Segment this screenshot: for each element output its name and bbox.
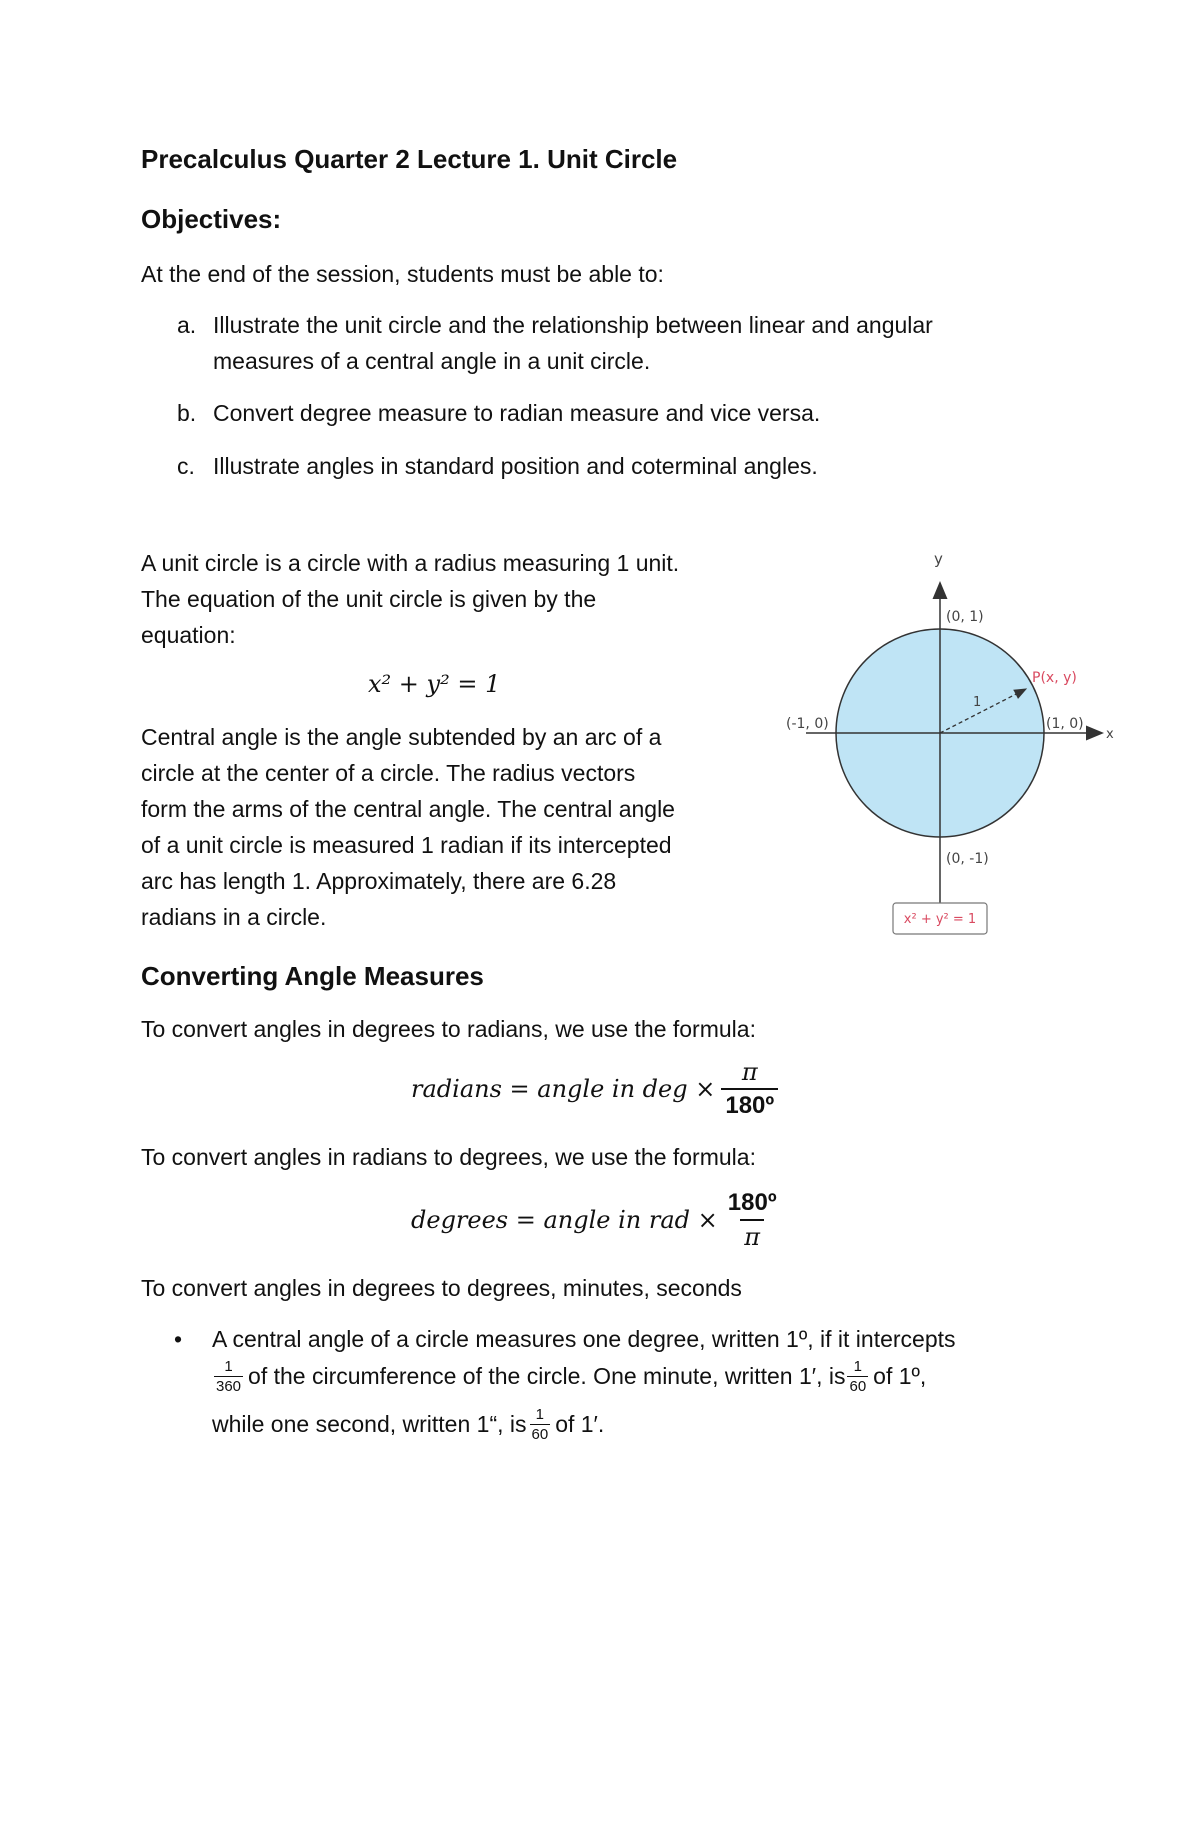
bullet-line2 — [212, 1359, 926, 1395]
central-angle-line: Central angle is the angle subtended by an arc of a — [141, 724, 662, 750]
rad-to-deg-intro: To convert angles in radians to degrees, we use the formula: — [141, 1144, 756, 1170]
objective-a-line2: measures of a central angle in a unit circle. — [213, 348, 651, 374]
formula1-denominator: 180º — [721, 1088, 778, 1119]
dms-intro: To convert angles in degrees to degrees, minutes, seconds — [141, 1275, 742, 1301]
fraction-1-60-a — [847, 1359, 868, 1395]
fraction-denominator: 60 — [531, 1425, 549, 1443]
bullet-marker: • — [174, 1326, 183, 1352]
fraction-denominator: 60 — [849, 1377, 867, 1395]
radius-label: 1 — [973, 695, 982, 710]
page-title: Precalculus Quarter 2 Lecture 1. Unit Circle — [141, 144, 678, 174]
point-p-label: P(x, y) — [1032, 670, 1077, 686]
central-angle-line: of a unit circle is measured 1 radian if its intercepted — [141, 832, 672, 858]
formula-deg-to-rad — [411, 1059, 778, 1120]
objective-b-line1: Convert degree measure to radian measure and vice versa. — [213, 400, 821, 426]
formula1-fraction — [721, 1059, 778, 1120]
formula1-numerator: π — [741, 1058, 758, 1086]
unit-circle-line: A unit circle is a circle with a radius measuring 1 unit. — [141, 550, 680, 576]
fraction-1-360 — [214, 1359, 243, 1395]
central-angle-line: form the arms of the central angle. The central angle — [141, 796, 675, 822]
central-angle-line: arc has length 1. Approximately, there are 6.28 — [141, 868, 617, 894]
unit-circle-diagram — [776, 548, 1128, 948]
formula-rad-to-deg — [411, 1190, 781, 1251]
x-axis-label: x — [1106, 727, 1114, 742]
equation-box-text: x² + y² = 1 — [903, 912, 977, 927]
objective-a-line1: Illustrate the unit circle and the relationship between linear and angular — [213, 312, 933, 338]
fraction-numerator: 1 — [535, 1406, 545, 1423]
central-angle-line: radians in a circle. — [141, 904, 327, 930]
dms-bullet — [174, 1321, 1074, 1461]
y-axis-label: y — [934, 550, 943, 568]
formula2-numerator: 180º — [727, 1189, 777, 1216]
formula2-fraction — [724, 1190, 781, 1251]
bullet-line2-text-b: of 1º, — [873, 1363, 927, 1390]
point-top-label: (0, 1) — [946, 609, 984, 625]
fraction-denominator: 360 — [216, 1377, 242, 1395]
objective-c-line1: Illustrate angles in standard position and coterminal angles. — [213, 453, 818, 479]
bullet-line2-text-a: of the circumference of the circle. One minute, written 1′, is — [248, 1363, 846, 1390]
point-left-label: (-1, 0) — [786, 716, 829, 732]
list-marker: c. — [177, 453, 195, 479]
central-angle-line: circle at the center of a circle. The radius vectors — [141, 760, 636, 786]
unit-circle-line: equation: — [141, 622, 236, 648]
fraction-numerator: 1 — [853, 1358, 862, 1375]
formula2-lhs: degrees = angle in rad × — [411, 1206, 718, 1235]
objectives-intro: At the end of the session, students must be able to: — [141, 261, 664, 287]
converting-heading: Converting Angle Measures — [141, 961, 484, 991]
fraction-numerator: 1 — [224, 1358, 233, 1375]
bullet-line1: A central angle of a circle measures one degree, written 1º, if it intercepts — [212, 1326, 956, 1352]
unit-circle-equation: x² + y² = 1 — [368, 670, 501, 698]
list-marker: a. — [177, 312, 197, 338]
objectives-heading: Objectives: — [141, 204, 282, 234]
unit-circle-line: The equation of the unit circle is given by the — [141, 586, 597, 612]
bullet-line3 — [212, 1407, 604, 1443]
bullet-line3-text-b: of 1′. — [555, 1411, 605, 1438]
fraction-1-60-b — [530, 1407, 551, 1443]
list-marker: b. — [177, 400, 197, 426]
formula2-denominator: π — [740, 1219, 764, 1250]
bullet-line3-text-a: while one second, written 1“, is — [212, 1411, 527, 1438]
formula1-lhs: radians = angle in deg × — [411, 1075, 716, 1104]
point-bottom-label: (0, -1) — [946, 851, 989, 867]
point-right-label: (1, 0) — [1046, 716, 1084, 732]
deg-to-rad-intro: To convert angles in degrees to radians, we use the formula: — [141, 1016, 756, 1042]
